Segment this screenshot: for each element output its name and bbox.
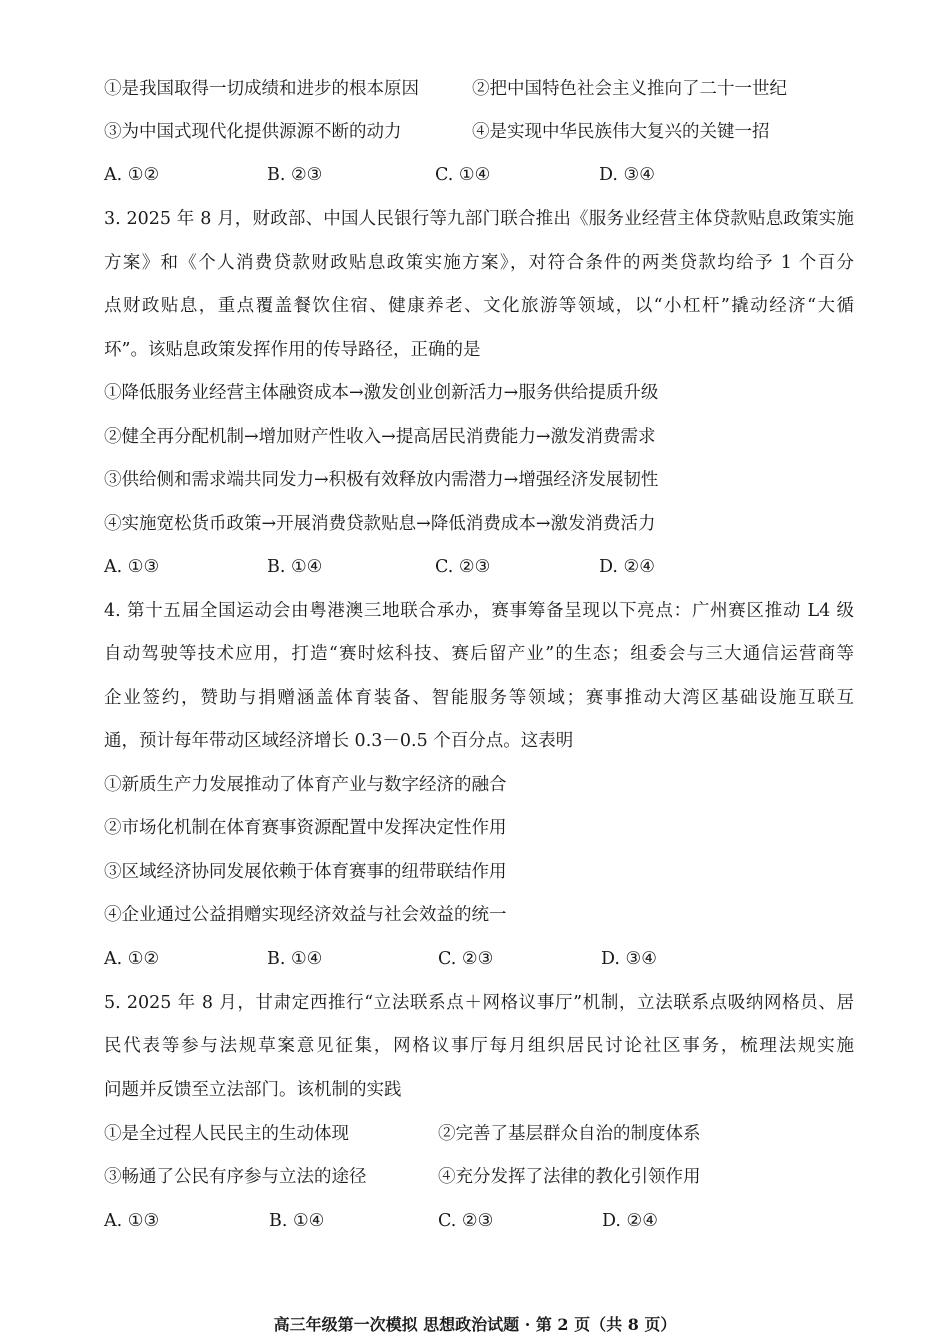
q5-option-d: D. ②④: [602, 1211, 658, 1231]
q5-option-b: B. ①④: [269, 1211, 325, 1231]
q4-option-a: A. ①②: [104, 949, 160, 969]
q4-option-c: C. ②③: [438, 949, 494, 969]
q4-stem-line-3: 企业签约，赞助与捐赠涵盖体育装备、智能服务等领域；赛事推动大湾区基础设施互联互: [104, 688, 854, 708]
q3-stem-line-3: 点财政贴息，重点覆盖餐饮住宿、健康养老、文化旅游等领域，以“小杠杆”撬动经济“大循: [104, 296, 854, 316]
q3-stem-line-2: 方案》和《个人消费贷款财政贴息政策实施方案》，对符合条件的两类贷款均给予 1 个百分: [104, 253, 854, 273]
q5-stem-line-3: 问题并反馈至立法部门。该机制的实践: [104, 1080, 402, 1100]
q2-option-b: B. ②③: [267, 165, 323, 185]
q4-stem-line-2: 自动驾驶等技术应用，打造“赛时炫科技、赛后留产业”的生态；组委会与三大通信运营商等: [104, 644, 854, 664]
q5-choice-4: ④充分发挥了法律的教化引领作用: [438, 1167, 701, 1187]
q2-option-c: C. ①④: [435, 165, 491, 185]
q4-option-b: B. ①④: [267, 949, 323, 969]
page-footer: 高三年级第一次模拟 思想政治试题 · 第 2 页（共 8 页）: [273, 1315, 677, 1334]
q5-option-a: A. ①③: [104, 1211, 160, 1231]
q3-choice-4-text: ④实施宽松货币政策→开展消费贷款贴息→降低消费成本→激发消费活力: [104, 514, 656, 534]
q3-choice-1-text: ①降低服务业经营主体融资成本→激发创业创新活力→服务供给提质升级: [104, 383, 659, 403]
q4-stem-line-4: 通，预计每年带动区域经济增长 0.3－0.5 个百分点。这表明: [104, 731, 574, 751]
q3-choice-2-text: ②健全再分配机制→增加财产性收入→提高居民消费能力→激发消费需求: [104, 427, 656, 447]
q3-stem-line-4: 环”。该贴息政策发挥作用的传导路径，正确的是: [104, 340, 481, 360]
q3-option-a: A. ①③: [104, 557, 160, 577]
q2-choice-2: ②把中国特色社会主义推向了二十一世纪: [472, 79, 787, 99]
q3-option-d: D. ②④: [599, 557, 655, 577]
q3-stem-line-1: 3. 2025 年 8 月，财政部、中国人民银行等九部门联合推出《服务业经营主体贷款贴息政策实施: [104, 209, 854, 229]
q5-choice-2: ②完善了基层群众自治的制度体系: [438, 1124, 701, 1144]
q4-choice-3-text: ③区域经济协同发展依赖于体育赛事的纽带联结作用: [104, 862, 507, 882]
q4-choice-1-text: ①新质生产力发展推动了体育产业与数字经济的融合: [104, 775, 507, 795]
q4-option-d: D. ③④: [601, 949, 657, 969]
q5-choice-3: ③畅通了公民有序参与立法的途径: [104, 1167, 367, 1187]
q4-choice-4-text: ④企业通过公益捐赠实现经济效益与社会效益的统一: [104, 905, 507, 925]
q3-option-c: C. ②③: [435, 557, 491, 577]
q4-choice-2-text: ②市场化机制在体育赛事资源配置中发挥决定性作用: [104, 818, 507, 838]
q5-stem-line-1: 5. 2025 年 8 月，甘肃定西推行“立法联系点＋网格议事厅”机制，立法联系点吸纳网格员、居: [104, 993, 854, 1013]
q3-option-b: B. ①④: [267, 557, 323, 577]
q3-choice-3-text: ③供给侧和需求端共同发力→积极有效释放内需潜力→增强经济发展韧性: [104, 470, 659, 490]
q5-option-c: C. ②③: [438, 1211, 494, 1231]
q4-stem-line-1: 4. 第十五届全国运动会由粤港澳三地联合承办，赛事筹备呈现以下亮点：广州赛区推动 L4 级: [104, 601, 854, 621]
q5-choice-1: ①是全过程人民民主的生动体现: [104, 1124, 349, 1144]
q2-option-d: D. ③④: [599, 165, 655, 185]
q2-choice-4: ④是实现中华民族伟大复兴的关键一招: [472, 122, 770, 142]
q5-stem-line-2: 民代表等参与法规草案意见征集，网格议事厅每月组织居民讨论社区事务，梳理法规实施: [104, 1036, 854, 1056]
q2-choice-3: ③为中国式现代化提供源源不断的动力: [104, 122, 402, 142]
q2-option-a: A. ①②: [104, 165, 160, 185]
q2-choice-1: ①是我国取得一切成绩和进步的根本原因: [104, 79, 419, 99]
